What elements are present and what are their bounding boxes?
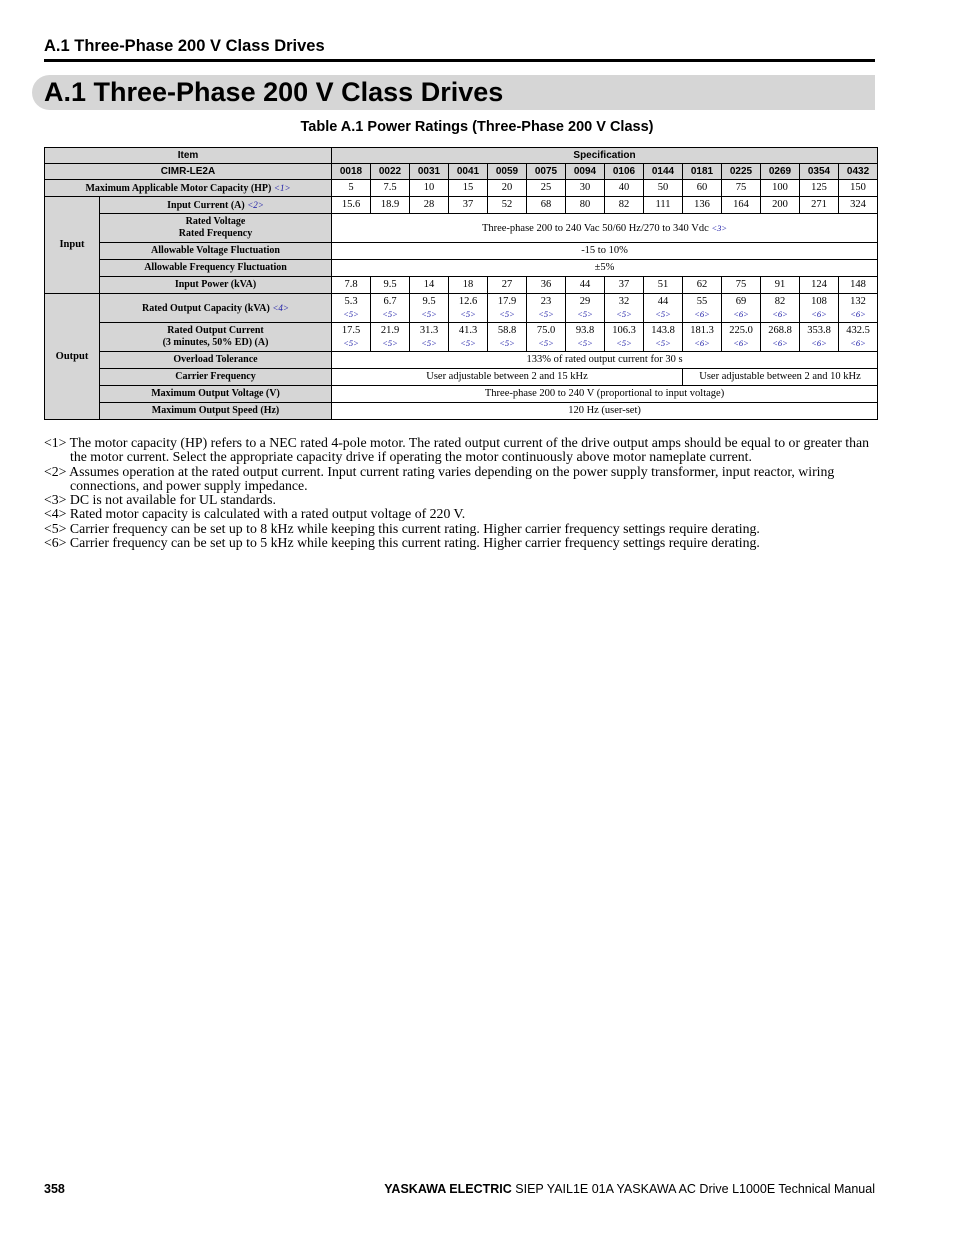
footnote-ref: <5> [421,337,437,348]
table-cell: 136 [683,197,722,214]
footnote-ref: <5> [577,337,593,348]
model-number: 0181 [683,164,722,180]
max-speed-label: Maximum Output Speed (Hz) [100,403,332,420]
table-cell: 91 [761,277,800,294]
footnote: <5> Carrier frequency can be set up to 8 kHz while keeping this current rating. Higher carrier frequency settings require derating. [44,520,760,536]
footnote-ref: <6> [694,308,710,319]
table-cell: 27 [488,277,527,294]
footnote-ref: <6> [733,337,749,348]
model-number: 0075 [527,164,566,180]
frequency-fluctuation-value: ±5% [332,260,878,277]
table-cell: 69 <6> [722,294,761,323]
model-number: 0041 [449,164,488,180]
footnote-ref: <4> [272,302,290,313]
model-number: 0106 [605,164,644,180]
output-capacity-label: Rated Output Capacity (kVA) <4> [100,294,332,323]
model-number: 0269 [761,164,800,180]
footnote-ref: <6> [772,308,788,319]
table-cell: 14 [410,277,449,294]
table-cell: 9.5 [371,277,410,294]
model-number: 0144 [644,164,683,180]
table-cell: 23 <5> [527,294,566,323]
table-cell: 324 [839,197,878,214]
table-cell: 17.9 <5> [488,294,527,323]
footnote: <4> Rated motor capacity is calculated with a rated output voltage of 220 V. [44,506,466,522]
footnote-ref: <5> [499,308,515,319]
footnote-ref: <5> [460,308,476,319]
table-cell: 12.6 <5> [449,294,488,323]
table-cell: 106.3 <5> [605,323,644,352]
table-cell: 37 [605,277,644,294]
model-number: 0059 [488,164,527,180]
table-cell: 10 [410,180,449,197]
model-number: 0225 [722,164,761,180]
table-cell: 21.9 <5> [371,323,410,352]
footnote: <1> The motor capacity (HP) refers to a NEC rated 4-pole motor. The rated output current of the drive output amps should be equal to or greater than the motor current. Select the appropriate capacity drive if operating the motor continuously above motor nameplate current. [44,435,869,465]
table-cell: 9.5 <5> [410,294,449,323]
rated-voltage-value: Three-phase 200 to 240 Vac 50/60 Hz/270 to 340 Vdc <3> [332,214,878,243]
table-cell: 25 [527,180,566,197]
footnote-ref: <5> [538,308,554,319]
footnote-ref: <5> [538,337,554,348]
table-cell: 148 [839,277,878,294]
carrier-value-high: User adjustable between 2 and 10 kHz [683,369,878,386]
table-cell: 111 [644,197,683,214]
table-cell: 124 [800,277,839,294]
output-group-label: Output [45,294,100,420]
model-number: 0018 [332,164,371,180]
footnote-ref: <5> [343,337,359,348]
footnote-ref: <5> [382,308,398,319]
footnote-ref: <6> [694,337,710,348]
footnote-ref: <5> [460,337,476,348]
footnote-ref: <6> [811,337,827,348]
table-cell: 82 <6> [761,294,800,323]
table-cell: 31.3 <5> [410,323,449,352]
footnote-ref: <6> [733,308,749,319]
table-cell: 60 [683,180,722,197]
table-cell: 36 [527,277,566,294]
table-cell: 51 [644,277,683,294]
table-cell: 62 [683,277,722,294]
table-cell: 44 <5> [644,294,683,323]
footer-manual-title: YASKAWA ELECTRIC SIEP YAIL1E 01A YASKAWA AC Drive L1000E Technical Manual [384,1182,875,1196]
footnote-ref: <6> [811,308,827,319]
header-rule [44,59,875,62]
table-cell: 5.3 <5> [332,294,371,323]
model-number: 0354 [800,164,839,180]
table-cell: 75 [722,277,761,294]
footnote-ref: <2> [247,199,264,210]
table-cell: 143.8 <5> [644,323,683,352]
table-cell: 132 <6> [839,294,878,323]
table-cell: 30 [566,180,605,197]
footnotes [44,436,876,550]
footnote-ref: <5> [499,337,515,348]
table-cell: 50 [644,180,683,197]
table-cell: 32 <5> [605,294,644,323]
motor-capacity-label: Maximum Applicable Motor Capacity (HP) <1> [45,180,332,197]
running-header: A.1 Three-Phase 200 V Class Drives [44,37,325,55]
table-cell: 15 [449,180,488,197]
footnote-ref: <3> [711,222,728,233]
footnote-ref: <6> [850,308,866,319]
table-cell: 41.3 <5> [449,323,488,352]
table-cell: 271 [800,197,839,214]
power-ratings-table [44,147,878,420]
rated-voltage-label: Rated Voltage Rated Frequency [100,214,332,243]
table-cell: 93.8 <5> [566,323,605,352]
table-cell: 181.3 <6> [683,323,722,352]
table-cell: 20 [488,180,527,197]
table-cell: 7.5 [371,180,410,197]
table-cell: 68 [527,197,566,214]
carrier-label: Carrier Frequency [100,369,332,386]
table-cell: 15.6 [332,197,371,214]
table-cell: 80 [566,197,605,214]
overload-value: 133% of rated output current for 30 s [332,352,878,369]
table-cell: 18 [449,277,488,294]
footnote: <3> DC is not available for UL standards. [44,492,276,508]
table-cell: 108 <6> [800,294,839,323]
item-header: Item [45,148,332,164]
table-cell: 100 [761,180,800,197]
footnote-ref: <5> [616,308,632,319]
table-cell: 37 [449,197,488,214]
table-cell: 75.0 <5> [527,323,566,352]
footnote-ref: <5> [655,337,671,348]
model-number: 0094 [566,164,605,180]
table-cell: 200 [761,197,800,214]
footnote-ref: <5> [382,337,398,348]
table-cell: 40 [605,180,644,197]
table-cell: 82 [605,197,644,214]
table-cell: 58.8 <5> [488,323,527,352]
voltage-fluctuation-value: -15 to 10% [332,243,878,260]
table-caption: Table A.1 Power Ratings (Three-Phase 200 V Class) [300,119,654,135]
page-number: 358 [44,1182,65,1196]
model-number: 0031 [410,164,449,180]
max-speed-value: 120 Hz (user-set) [332,403,878,420]
table-cell: 164 [722,197,761,214]
footnote-ref: <6> [850,337,866,348]
table-cell: 29 <5> [566,294,605,323]
table-cell: 150 [839,180,878,197]
table-cell: 5 [332,180,371,197]
footnote-ref: <5> [655,308,671,319]
table-cell: 18.9 [371,197,410,214]
input-power-label: Input Power (kVA) [100,277,332,294]
table-cell: 268.8 <6> [761,323,800,352]
footnote-ref: <5> [577,308,593,319]
table-cell: 432.5 <6> [839,323,878,352]
max-voltage-value: Three-phase 200 to 240 V (proportional to input voltage) [332,386,878,403]
section-title: A.1 Three-Phase 200 V Class Drives [44,77,504,107]
table-cell: 75 [722,180,761,197]
footnote: <2> Assumes operation at the rated output current. Input current rating varies depending on the power supply transformer, input reactor, wiring connections, and power supply impedance. [44,463,835,493]
table-cell: 353.8 <6> [800,323,839,352]
footnote-ref: <5> [343,308,359,319]
table-cell: 44 [566,277,605,294]
carrier-value-low: User adjustable between 2 and 15 kHz [332,369,683,386]
max-voltage-label: Maximum Output Voltage (V) [100,386,332,403]
model-label: CIMR-LE2A [45,164,332,180]
input-group-label: Input [45,197,100,294]
table-cell: 28 [410,197,449,214]
output-current-label: Rated Output Current (3 minutes, 50% ED) (A) [100,323,332,352]
voltage-fluctuation-label: Allowable Voltage Fluctuation [100,243,332,260]
footnote-ref: <5> [421,308,437,319]
table-cell: 225.0 <6> [722,323,761,352]
model-number: 0022 [371,164,410,180]
footnote-ref: <5> [616,337,632,348]
table-cell: 125 [800,180,839,197]
footnote-ref: <1> [273,182,291,193]
table-cell: 17.5 <5> [332,323,371,352]
specification-header: Specification [332,148,878,164]
table-cell: 6.7 <5> [371,294,410,323]
overload-label: Overload Tolerance [100,352,332,369]
table-cell: 7.8 [332,277,371,294]
model-number: 0432 [839,164,878,180]
footnote-ref: <6> [772,337,788,348]
table-cell: 55 <6> [683,294,722,323]
frequency-fluctuation-label: Allowable Frequency Fluctuation [100,260,332,277]
table-cell: 52 [488,197,527,214]
footnote: <6> Carrier frequency can be set up to 5 kHz while keeping this current rating. Higher carrier frequency settings require derating. [44,535,760,551]
input-current-label: Input Current (A) <2> [100,197,332,214]
